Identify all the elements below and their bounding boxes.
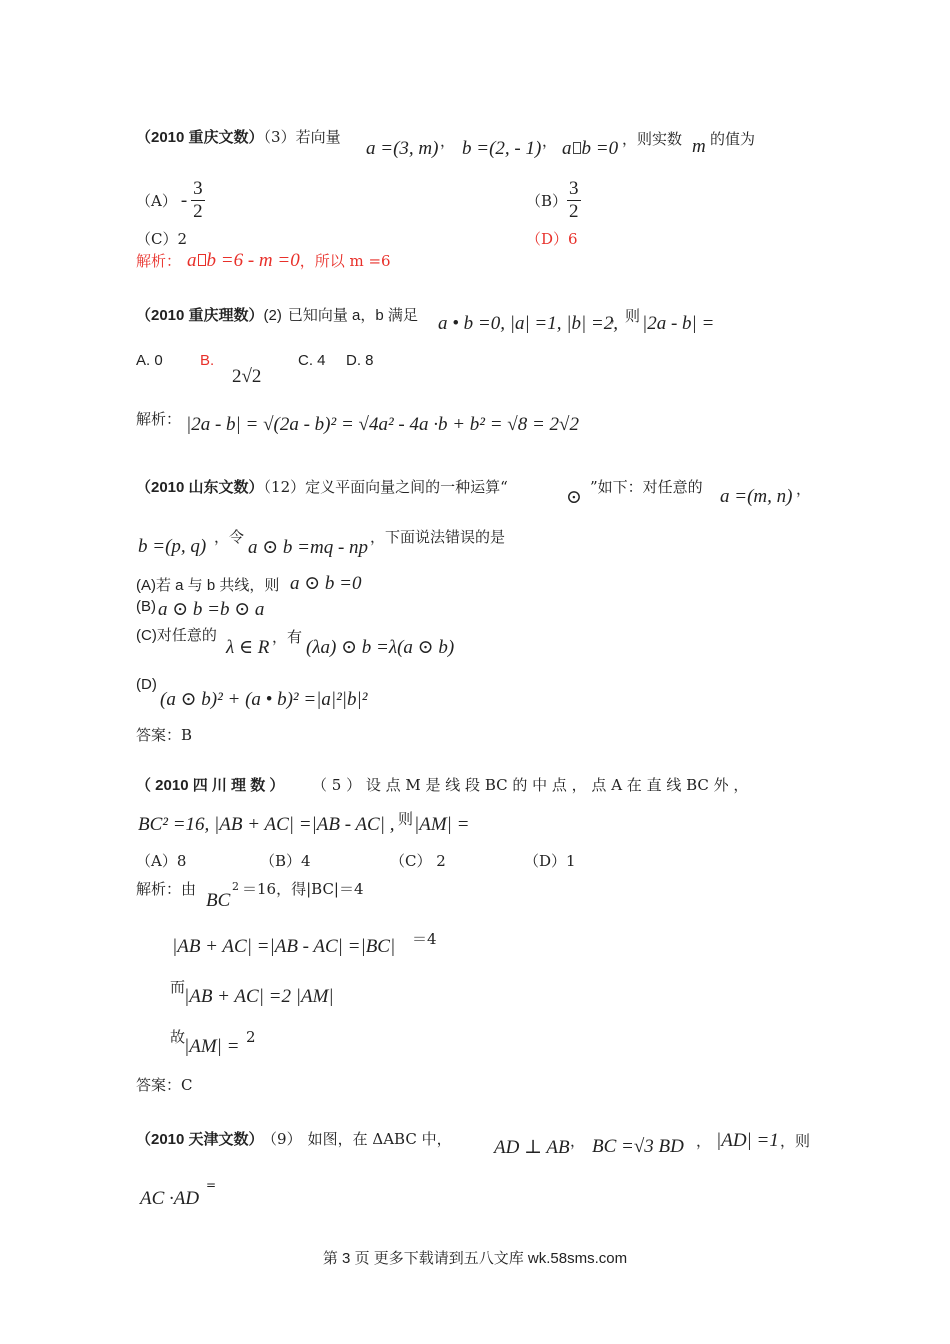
q4-then: 则 [398,810,414,828]
q2-option-c: C. 4 [298,352,326,369]
q3-odot: ⊙ [566,487,582,508]
q3-stem-3: ，下面说法错误的是 [370,528,506,546]
q5-stem: 如图，在 ΔABC 中， [307,1130,452,1148]
q1-option-c: （C）2 [136,230,188,248]
q3-option-c-lambda: λ ∈ R [226,637,270,658]
q3-source: （2010 山东文数） [136,479,264,496]
q4-analysis-line-4-value: 2 [246,1028,256,1046]
q2-analysis: |2a - b| = √(2a - b)² = √4a² - 4a ·b + b² = √8 = 2√2 [186,414,579,435]
q5-ask: AC ·AD [140,1188,200,1209]
q2-expression: |2a - b| = [642,313,715,334]
q1-stem-2: ，则实数 [622,130,683,148]
q3-option-a-label: (A)若 a 与 b 共线，则 [136,577,280,594]
q1-comma1: ， [440,132,456,150]
q2-option-b: B. [200,352,215,369]
q3-option-d-label: (D) [136,676,157,693]
q2-analysis-label: 解析： [136,410,182,428]
q1-analysis-tail: ，所以 m =6 [299,252,391,270]
q5-condition-2: BC =√3 BD [592,1136,684,1157]
q2-option-b-value: 2√2 [232,366,262,387]
q4-analysis-bc: BC [206,890,231,911]
q4-ask: |AM| = [414,814,470,835]
q4-option-c: （C） 2 [390,852,446,870]
q5-condition-1: AD ⊥ AB [494,1137,570,1158]
q3-stem-2: ”如下：对任意的 [590,478,703,496]
q3-definition: a ⊙ b =mq - np [248,537,369,558]
q1-vec-a: a =(3, m) [366,138,439,159]
q2-stem: 已知向量 a，b 满足 [287,307,418,324]
q4-analysis-line-2-value: ＝4 [412,930,437,948]
q3-number: （12） [263,478,306,496]
q2-number: (2) [263,307,282,324]
q5-comma-2: ， [696,1132,712,1150]
q3-option-c-label: (C)对任意的 [136,627,217,644]
q1-analysis-formula: a b =6 - m =0 [187,250,300,271]
q5-condition-3: |AD| =1 [716,1130,779,1151]
q2-stem-2: ，则 [610,307,641,325]
q4-analysis-line-4-prefix: 故 [170,1028,186,1046]
q3-answer: 答案：B [136,726,193,744]
page-footer: 第 3 页 更多下载请到五八文库 wk.58sms.com [322,1250,628,1267]
q2-line [136,304,418,325]
q5-stem-2: ，则 [780,1132,811,1150]
q4-analysis-line-4: |AM| = [184,1036,240,1057]
q1-dot-eq: a b =0 [562,138,619,159]
q1-option-b [526,178,581,223]
q4-analysis-line-3: |AB + AC| =2 |AM| [184,986,334,1007]
q4-option-b: （B）4 [260,852,311,870]
q5-line [136,1128,452,1149]
q1-stem: 若向量 [295,128,341,146]
q3-option-c-formula: (λa) ⊙ b =λ(a ⊙ b) [306,637,455,658]
q3-vec-b: b =(p, q) [138,536,207,557]
q4-analysis-tail: ＝16，得|BC|＝4 [242,880,364,898]
q1-var-m: m [692,136,706,157]
q2-condition: a • b =0, |a| =1, |b| =2, [438,313,619,334]
q1-option-b-fraction: $\frac{3}{2}$ [569,178,579,222]
q1-vec-b: b =(2, - 1) [462,138,542,159]
q4-stem: （ 5 ） 设 点 M 是 线 段 BC 的 中 点 ， 点 A 在 直 线 BC 外 ， [312,776,749,794]
q5-number: （9） [269,1130,302,1148]
q5-source: （2010 天津文数） [136,1131,264,1148]
q3-line [136,476,508,497]
q3-option-a-formula: a ⊙ b =0 [290,573,362,594]
q4-line [136,774,284,795]
q1-line [136,126,341,147]
q1-number: （3） [263,128,296,146]
q1-option-b-label: （B） [526,192,568,210]
q4-analysis-line-2: |AB + AC| =|AB - AC| =|BC| [172,936,396,957]
q1-option-a-sign: - [180,189,188,211]
q1-comma2: ， [542,132,558,150]
q2-source: （2010 重庆理数） [136,307,264,324]
q4-analysis-label: 解析：由 [136,880,197,898]
q4-option-d: （D）1 [524,852,576,870]
q2-option-a: A. 0 [136,352,163,369]
q5-comma-1: ， [570,1132,586,1150]
q3-comma: ， [796,480,812,498]
q1-source: （2010 重庆文数） [136,129,264,146]
q1-analysis-label: 解析： [136,252,182,270]
q3-option-c-mid: ，有 [272,628,303,646]
q4-analysis-square: 2 [232,880,239,893]
q3-option-b-formula: a ⊙ b =b ⊙ a [158,599,265,620]
q1-option-d: （D）6 [526,230,578,248]
q1-stem-3: 的值为 [710,130,756,148]
q3-vec-a: a =(m, n) [720,486,793,507]
q4-answer: 答案：C [136,1076,193,1094]
q4-analysis-line-3-prefix: 而 [170,978,186,996]
q4-option-a: （A）8 [136,852,187,870]
q4-source: （ 2010 四 川 理 数 ） [136,777,285,794]
q3-let: ，令 [214,528,245,546]
q3-option-b-label: (B) [136,598,156,615]
q2-option-d: D. 8 [346,352,374,369]
q3-option-d-formula: (a ⊙ b)² + (a • b)² =|a|²|b|² [160,689,368,710]
q4-condition: BC² =16, |AB + AC| =|AB - AC| , [138,814,395,835]
q1-option-a [136,178,205,223]
q1-option-a-label: （A） [136,192,177,210]
q1-analysis [136,250,391,272]
q1-option-a-fraction: $\frac{3}{2}$ [193,178,203,222]
q3-stem: 定义平面向量之间的一种运算“ [305,478,508,496]
q5-equals: = [206,1178,217,1192]
